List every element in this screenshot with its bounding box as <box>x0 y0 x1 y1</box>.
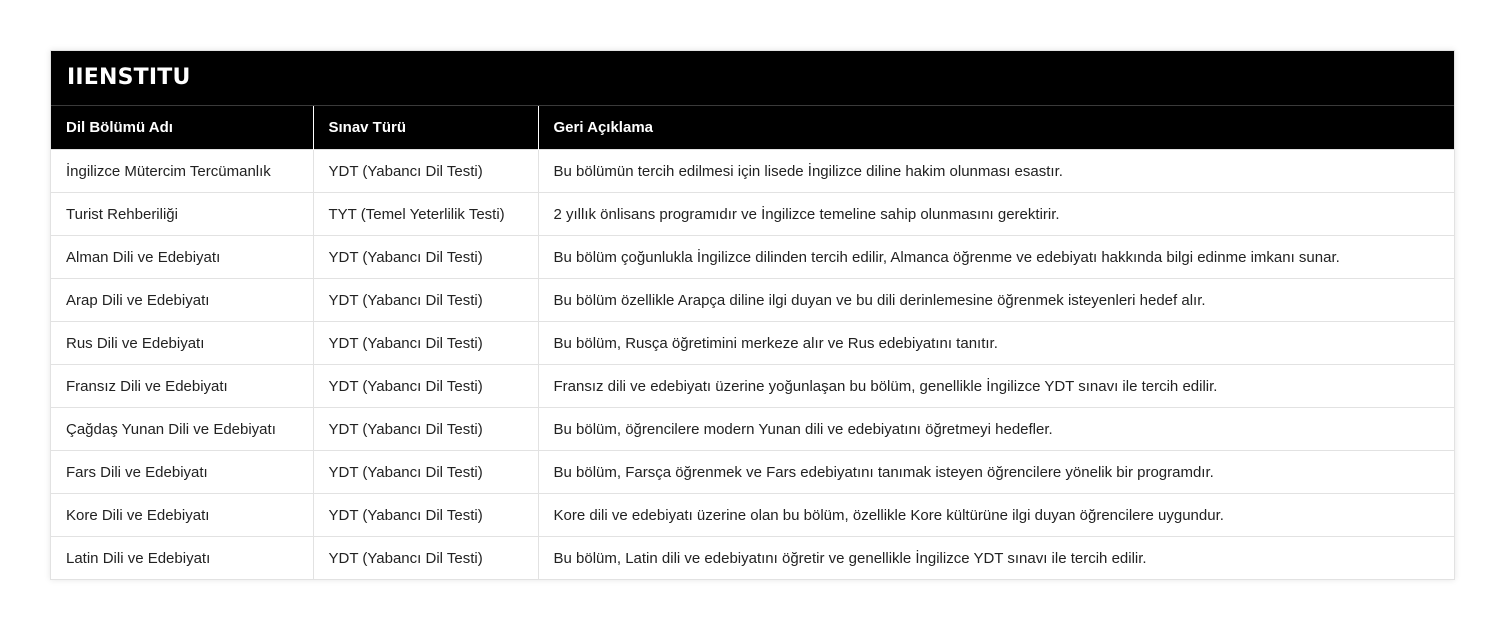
cell-exam-type: YDT (Yabancı Dil Testi) <box>313 322 538 365</box>
cell-department: Turist Rehberiliği <box>51 193 313 236</box>
cell-department: Rus Dili ve Edebiyatı <box>51 322 313 365</box>
cell-description: Bu bölüm özellikle Arapça diline ilgi duyan ve bu dili derinlemesine öğrenmek isteyenleri hedef alır. <box>538 279 1454 322</box>
cell-department: Fransız Dili ve Edebiyatı <box>51 365 313 408</box>
header-exam-type: Sınav Türü <box>313 106 538 150</box>
cell-department: Alman Dili ve Edebiyatı <box>51 236 313 279</box>
brand-title: IIENSTITU <box>51 51 1454 105</box>
cell-description: Kore dili ve edebiyatı üzerine olan bu bölüm, özellikle Kore kültürüne ilgi duyan öğrencilere uygundur. <box>538 494 1454 537</box>
cell-exam-type: YDT (Yabancı Dil Testi) <box>313 236 538 279</box>
cell-department: Fars Dili ve Edebiyatı <box>51 451 313 494</box>
cell-description: Bu bölümün tercih edilmesi için lisede İngilizce diline hakim olunması esastır. <box>538 150 1454 193</box>
cell-description: Bu bölüm, Farsça öğrenmek ve Fars edebiyatını tanımak isteyen öğrencilere yönelik bir programdır. <box>538 451 1454 494</box>
cell-department: İngilizce Mütercim Tercümanlık <box>51 150 313 193</box>
cell-description: Bu bölüm çoğunlukla İngilizce dilinden tercih edilir, Almanca öğrenme ve edebiyatı hakkında bilgi edinme imkanı sunar. <box>538 236 1454 279</box>
cell-exam-type: YDT (Yabancı Dil Testi) <box>313 365 538 408</box>
table-row <box>51 494 1454 537</box>
table-row <box>51 236 1454 279</box>
cell-exam-type: YDT (Yabancı Dil Testi) <box>313 451 538 494</box>
table-row <box>51 537 1454 580</box>
table-header-row <box>51 106 1454 150</box>
table-row <box>51 193 1454 236</box>
cell-department: Arap Dili ve Edebiyatı <box>51 279 313 322</box>
cell-exam-type: YDT (Yabancı Dil Testi) <box>313 408 538 451</box>
table-row <box>51 408 1454 451</box>
cell-description: Bu bölüm, Latin dili ve edebiyatını öğretir ve genellikle İngilizce YDT sınavı ile tercih edilir. <box>538 537 1454 580</box>
table-row <box>51 451 1454 494</box>
cell-exam-type: TYT (Temel Yeterlilik Testi) <box>313 193 538 236</box>
cell-description: Fransız dili ve edebiyatı üzerine yoğunlaşan bu bölüm, genellikle İngilizce YDT sınavı ile tercih edilir. <box>538 365 1454 408</box>
cell-department: Latin Dili ve Edebiyatı <box>51 537 313 580</box>
table-row <box>51 150 1454 193</box>
cell-department: Çağdaş Yunan Dili ve Edebiyatı <box>51 408 313 451</box>
table-row <box>51 365 1454 408</box>
cell-description: Bu bölüm, öğrencilere modern Yunan dili ve edebiyatını öğretmeyi hedefler. <box>538 408 1454 451</box>
cell-exam-type: YDT (Yabancı Dil Testi) <box>313 150 538 193</box>
language-departments-table <box>51 105 1454 579</box>
cell-exam-type: YDT (Yabancı Dil Testi) <box>313 494 538 537</box>
data-table-card <box>50 50 1455 580</box>
table-row <box>51 322 1454 365</box>
cell-exam-type: YDT (Yabancı Dil Testi) <box>313 279 538 322</box>
cell-description: 2 yıllık önlisans programıdır ve İngilizce temeline sahip olunmasını gerektirir. <box>538 193 1454 236</box>
table-row <box>51 279 1454 322</box>
header-description: Geri Açıklama <box>538 106 1454 150</box>
header-department-name: Dil Bölümü Adı <box>51 106 313 150</box>
cell-exam-type: YDT (Yabancı Dil Testi) <box>313 537 538 580</box>
cell-description: Bu bölüm, Rusça öğretimini merkeze alır ve Rus edebiyatını tanıtır. <box>538 322 1454 365</box>
cell-department: Kore Dili ve Edebiyatı <box>51 494 313 537</box>
